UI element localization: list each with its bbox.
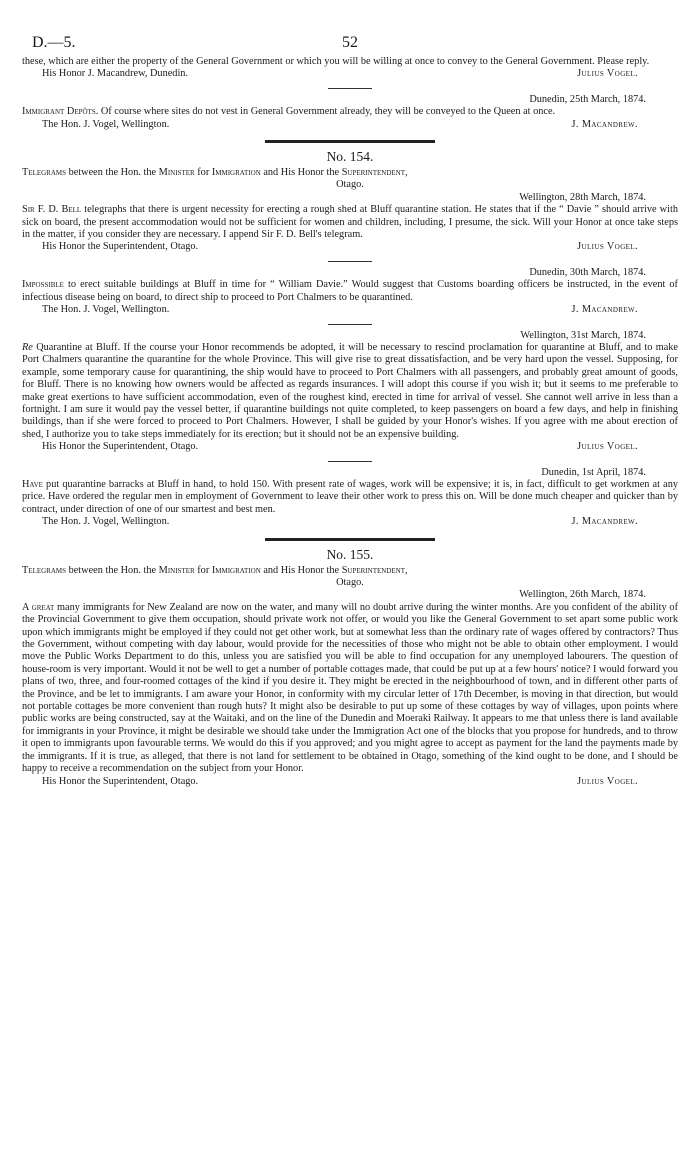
lead-words: Sir F. D. Bell	[22, 204, 82, 216]
title-part: ,	[404, 564, 408, 576]
signature-line	[22, 241, 678, 253]
signature-line	[22, 304, 678, 316]
section-divider	[265, 538, 435, 541]
addressee: The Hon. J. Vogel, Wellington.	[42, 516, 170, 528]
sender: Julius Vogel.	[577, 68, 638, 80]
addressee: His Honor J. Macandrew, Dunedin.	[42, 68, 189, 80]
sender: Julius Vogel.	[577, 775, 638, 787]
lead-words: Re	[22, 341, 33, 353]
lead-words: Have	[22, 478, 43, 490]
lead-words: Immigrant Depôts.	[22, 106, 99, 118]
addressee: His Honor the Superintendent, Otago.	[42, 241, 199, 253]
title-part: ,	[404, 167, 408, 179]
paragraph	[22, 279, 678, 304]
section-title-line2: Otago.	[336, 179, 364, 191]
title-part: Immigration	[211, 167, 261, 179]
title-part: for	[194, 167, 212, 179]
signature-line	[22, 119, 678, 131]
addressee: His Honor the Superintendent, Otago.	[42, 441, 199, 453]
signature-line	[22, 516, 678, 528]
paragraph: these, which are either the property of the General Government or which you will be willing at once to convey to the General Government. Please reply.	[22, 56, 650, 67]
signature-line	[22, 68, 678, 80]
divider	[328, 261, 372, 262]
title-part: Immigration	[211, 564, 261, 576]
paragraph	[22, 106, 678, 118]
title-part: Telegrams	[22, 167, 67, 179]
addressee: His Honor the Superintendent, Otago.	[42, 775, 199, 787]
paragraph-body: telegraphs that there is urgent necessity for erecting a rough shed at Bluff quarantine station. He states that if the “ Davie ” should arrive with sick on board, the present accommodation would not be sufficient for women and children, including, I presume, the sick. Will your Honor at once take steps in the matter, if you consider they are necessary. I append Sir F. D. Bell's telegram.	[22, 204, 678, 241]
paragraph-body: Of course where sites do not vest in General Government already, they will be conveyed to the Queen at once.	[98, 106, 556, 118]
sender: J. Macandrew.	[571, 516, 638, 528]
telegram-date: Wellington, 31st March, 1874.	[520, 329, 646, 341]
title-part: and His Honor the	[260, 564, 342, 576]
document-page	[22, 28, 678, 788]
addressee: The Hon. J. Vogel, Wellington.	[42, 118, 170, 130]
title-part: between the Hon. the	[66, 564, 159, 576]
section-title	[22, 565, 678, 577]
sender: J. Macandrew.	[571, 304, 638, 316]
sender: Julius Vogel.	[577, 241, 638, 253]
sender: J. Macandrew.	[571, 118, 638, 130]
title-part: Superintendent	[341, 564, 405, 576]
signature-line	[22, 776, 678, 788]
paragraph	[22, 602, 678, 776]
title-part: Superintendent	[341, 167, 405, 179]
title-part: and His Honor the	[260, 167, 342, 179]
lead-words: Impossible	[22, 279, 64, 291]
signature-line	[22, 441, 678, 453]
section-title	[22, 167, 678, 179]
paragraph	[22, 342, 678, 441]
title-part: Telegrams	[22, 564, 67, 576]
paragraph	[22, 204, 678, 241]
title-part: between the Hon. the	[66, 167, 159, 179]
paragraph-body: Quarantine at Bluff. If the course your Honor recommends be adopted, it will be necessary to rescind proclamation for quarantine at Bluff, and to make Port Chalmers quarantine the quarantine for the whole Province. This will give rise to great dissatisfaction, and be very hard upon the vessel. Supposing, for example, some temporary cause for quarantining, the ship would have to proceed to Port Chalmers with all passengers, and probably great amount of goods, for Bluff. There is no knowing how owners would be affected as regards insurances. I will adopt this course if you wish it; but it seems to me preferable to make great exertions to have sufficient accommodation, even of the roughest kind, erected in time for arrival of vessel. She cannot well arrive in less than a fortnight. I am sure it would pay the vessel better, if quarantine buildings not quite completed, to keep passengers on board a few days, and help in finishing buildings, than if she were forced to proceed to Port Chalmers. However, I shall be guided by your Honor's wishes. If you agree with me about erection of shed, I authorize you to take steps immediately for its erection; but it should not be an expensive building.	[22, 341, 678, 440]
title-part: Minister	[158, 564, 195, 576]
paragraph	[22, 479, 678, 516]
sender: Julius Vogel.	[577, 441, 638, 453]
telegram-date: Wellington, 28th March, 1874.	[519, 191, 646, 203]
section-title-line2: Otago.	[336, 577, 364, 588]
paragraph-body: many immigrants for New Zealand are now on the water, and many will no doubt arrive during the winter months. Are you confident of the ability of the Provincial Government to give them occupation, should private work not offer, or would you like the General Government to set apart some public work upon which immigrants might be employed if they could not get other work, but at somewhat less than the ordinary rate of wages offered by contractors? Thus the Government, without competing with day labour, would provide for the necessities of those who might not be able to obtain other employment. I would move the Public Works Department to do this, unless you are satisfied you will be able to find occupation for any unemployed labourers. The question of house-room is very important. Would it not be well to get a number of portable cottages made, that could be put up at a few hours' notice? I would forward you plans of two, three, and four-roomed cottages of the kind if you desire it. They might be erected in the neighbourhood of town, and in different other parts of the Province, and be let to immigrants. I am aware your Honor, in conformity with my circular letter of 17th December, is moving in that direction, but would not portable cottages be more convenient than rough huts? It might also be desirable to put up some of these cottages by way of villages, upon points where public works are being constructed, say at the Waitaki, and on the line of the Dunedin and Moeraki Railway. It appears to me that unless there is land available for immigrants in your Province, it might be desirable we should take under the Immigration Act one of the blocks that you propose for hundreds, and to throw it open to immigrants upon favourable terms. We would do this if you approved; and you might agree to accept as payment for the land the payments made by the immigrants. If it is true, as alleged, that there is not land for settlement to be obtained in Otago, something of the kind ought to be done, and I should be happy to receive a recommendation on the subject from your Honor.	[22, 601, 678, 775]
document-reference: D.—5.	[32, 34, 76, 51]
divider	[328, 461, 372, 462]
title-part: for	[194, 564, 212, 576]
lead-words: A great	[22, 601, 55, 613]
section-number: No. 154.	[326, 149, 374, 165]
section-number: No. 155.	[326, 546, 374, 562]
paragraph-body: to erect suitable buildings at Bluff in time for “ William Davie.” Would suggest that Customs boarding officers be instructed, in the event of infectious disease being on board, to direct ship to proceed to Port Chalmers to be quarantined.	[22, 279, 678, 303]
telegram-date: Wellington, 26th March, 1874.	[519, 589, 646, 601]
addressee: The Hon. J. Vogel, Wellington.	[42, 304, 170, 316]
telegram-date: Dunedin, 25th March, 1874.	[529, 93, 646, 105]
page-number: 52	[342, 34, 358, 51]
paragraph-body: put quarantine barracks at Bluff in hand, to hold 150. With present rate of wages, work will be expensive; it is, in fact, difficult to get workmen at any price. Have ordered the regular men in employment of Government to leave their other work to press this on. Will be done much cheaper and quicker than by contract, under direction of one of our smartest and best men.	[22, 478, 678, 515]
divider	[328, 88, 372, 89]
telegram-date: Dunedin, 1st April, 1874.	[541, 466, 646, 478]
divider	[328, 324, 372, 325]
page-header	[22, 28, 678, 56]
telegram-date: Dunedin, 30th March, 1874.	[529, 266, 646, 278]
title-part: Minister	[158, 167, 195, 179]
section-divider	[265, 140, 435, 143]
